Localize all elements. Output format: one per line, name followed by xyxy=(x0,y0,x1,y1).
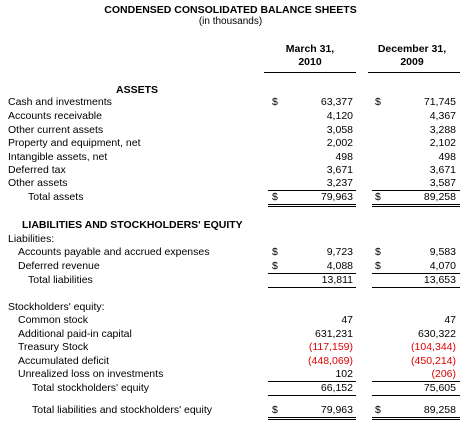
value-dec-2009: 498 xyxy=(438,151,456,163)
column-divider xyxy=(368,72,460,73)
value-dec-2009: 3,288 xyxy=(429,124,456,136)
value-march-2010: 498 xyxy=(335,151,353,163)
value-march-2010: 2,002 xyxy=(326,137,353,149)
value-dec-2009: 3,587 xyxy=(429,177,456,189)
currency-symbol: $ xyxy=(375,191,381,203)
equity-label: Stockholders' equity: xyxy=(8,301,105,313)
asset-row-label: Deferred tax xyxy=(8,164,66,176)
value-march-2010: 47 xyxy=(341,314,353,326)
underline xyxy=(372,417,460,420)
column-header-line: 2009 xyxy=(400,56,424,68)
underline xyxy=(268,395,356,396)
underline xyxy=(372,287,460,288)
currency-symbol: $ xyxy=(272,260,278,272)
total-equity-label: Total stockholders' equity xyxy=(32,382,149,394)
value-dec-2009: (104,344) xyxy=(411,341,456,353)
asset-row-label: Intangible assets, net xyxy=(8,151,108,163)
value-march-2010: 66,152 xyxy=(320,382,353,394)
asset-row-label: Other assets xyxy=(8,177,68,189)
column-header-line: 2010 xyxy=(298,56,322,68)
currency-symbol: $ xyxy=(272,404,278,416)
value-dec-2009: 4,367 xyxy=(429,110,456,122)
value-march-2010: 4,088 xyxy=(326,260,353,272)
value-march-2010: 4,120 xyxy=(326,110,353,122)
column-header-line: December 31, xyxy=(377,43,447,55)
value-dec-2009: 75,605 xyxy=(423,382,456,394)
underline xyxy=(268,417,356,420)
column-header-line: March 31, xyxy=(285,43,335,55)
value-dec-2009: 89,258 xyxy=(423,404,456,416)
value-march-2010: 9,723 xyxy=(326,246,353,258)
equity-row-label: Unrealized loss on investments xyxy=(18,368,164,380)
value-march-2010: 102 xyxy=(335,368,353,380)
column-header-march-2010 xyxy=(262,43,358,69)
assets-heading: ASSETS xyxy=(116,84,159,96)
value-march-2010: 3,671 xyxy=(326,164,353,176)
liability-row-label: Deferred revenue xyxy=(18,260,100,272)
equity-row-label: Additional paid-in capital xyxy=(18,328,132,340)
value-march-2010: 63,377 xyxy=(320,96,353,108)
value-march-2010: 79,963 xyxy=(320,404,353,416)
value-dec-2009: (206) xyxy=(431,368,456,380)
equity-row-label: Treasury Stock xyxy=(18,341,89,353)
liabilities-label: Liabilities: xyxy=(8,233,55,245)
value-march-2010: 631,231 xyxy=(315,328,353,340)
column-header-dec-2009 xyxy=(364,43,460,69)
page-title: CONDENSED CONSOLIDATED BALANCE SHEETS xyxy=(104,4,357,16)
value-dec-2009: 9,583 xyxy=(429,246,456,258)
value-dec-2009: 2,102 xyxy=(429,137,456,149)
equity-row-label: Common stock xyxy=(18,314,89,326)
liabilities-equity-heading: LIABILITIES AND STOCKHOLDERS' EQUITY xyxy=(22,219,243,231)
underline xyxy=(268,204,356,207)
total-assets-label: Total assets xyxy=(28,191,84,203)
currency-symbol: $ xyxy=(272,191,278,203)
value-march-2010: (117,159) xyxy=(308,341,353,353)
currency-symbol: $ xyxy=(272,246,278,258)
value-dec-2009: (450,214) xyxy=(411,355,456,367)
value-dec-2009: 13,653 xyxy=(423,274,456,286)
underline xyxy=(372,204,460,207)
page-subtitle: (in thousands) xyxy=(198,16,263,27)
liability-row-label: Accounts payable and accrued expenses xyxy=(18,246,210,258)
total-liabilities-label: Total liabilities xyxy=(28,274,93,286)
value-dec-2009: 47 xyxy=(444,314,456,326)
value-dec-2009: 71,745 xyxy=(423,96,456,108)
value-dec-2009: 3,671 xyxy=(429,164,456,176)
currency-symbol: $ xyxy=(375,246,381,258)
currency-symbol: $ xyxy=(375,260,381,272)
value-march-2010: 79,963 xyxy=(320,191,353,203)
asset-row-label: Property and equipment, net xyxy=(8,137,141,149)
asset-row-label: Other current assets xyxy=(8,124,104,136)
value-march-2010: 3,237 xyxy=(326,177,353,189)
value-march-2010: 3,058 xyxy=(326,124,353,136)
underline xyxy=(268,287,356,288)
value-dec-2009: 89,258 xyxy=(423,191,456,203)
value-dec-2009: 4,070 xyxy=(429,260,456,272)
currency-symbol: $ xyxy=(272,96,278,108)
grand-total-label: Total liabilities and stockholders' equity xyxy=(32,404,213,416)
value-dec-2009: 630,322 xyxy=(418,328,456,340)
underline xyxy=(372,395,460,396)
column-divider xyxy=(264,72,356,73)
currency-symbol: $ xyxy=(375,404,381,416)
value-march-2010: (448,069) xyxy=(308,355,353,367)
asset-row-label: Accounts receivable xyxy=(8,110,102,122)
value-march-2010: 13,811 xyxy=(321,274,353,286)
equity-row-label: Accumulated deficit xyxy=(18,355,110,367)
currency-symbol: $ xyxy=(375,96,381,108)
asset-row-label: Cash and investments xyxy=(8,96,112,108)
